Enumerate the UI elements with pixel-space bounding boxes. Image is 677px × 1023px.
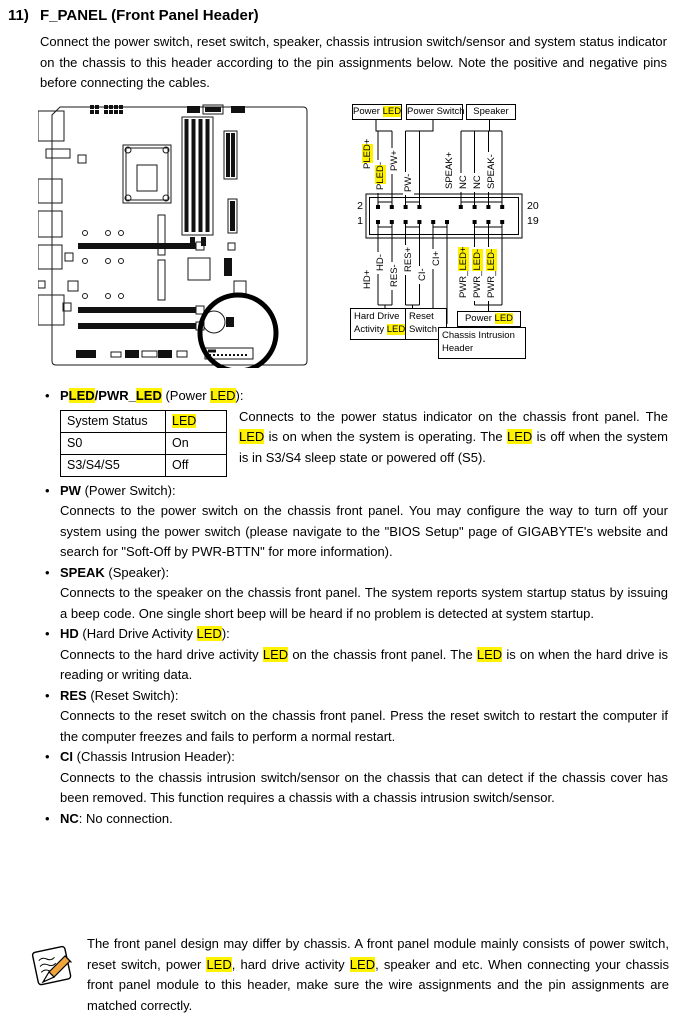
note-text: The front panel design may differ by chassis. A front panel module mainly consists of power switch, reset switch, power LED, hard drive activity LED, speaker and etc. When connecting your chassis front panel module to this header, make sure the wire assignments and the pin assignments are matched correctly. — [87, 936, 669, 1013]
table-header-led: LED — [166, 410, 227, 432]
table-row — [61, 410, 227, 432]
bullet-item-res — [40, 686, 668, 748]
figure-area — [0, 100, 677, 382]
bullet-item-speak — [40, 563, 668, 625]
bullet-heading-ci: CI (Chassis Intrusion Header): — [60, 749, 235, 764]
chassis-intrusion-header-label-box: Chassis Intrusion Header — [438, 327, 526, 359]
bullet-body-hd: Connects to the hard drive activity LED on the chassis front panel. The LED is on when the hard drive is reading or writing data. — [60, 646, 669, 682]
power-switch-label-box: Power Switch — [406, 104, 463, 120]
bullet-item-nc — [40, 809, 668, 830]
pin-number-2: 2 — [357, 200, 363, 212]
table-row — [61, 454, 227, 476]
fpanel-highlight-circle — [200, 295, 276, 368]
section-heading — [8, 7, 259, 24]
bullet-marker: • — [45, 749, 50, 764]
bullet-body-speak: Connects to the speaker on the chassis front panel. The system reports system startup status by issuing a beep code. One single short beep will be heard if no problem is detected at system startup. — [60, 585, 668, 621]
reset-switch-label-box: Reset Switch — [405, 308, 447, 340]
hard-drive-activity-led-label-box: Hard Drive Activity LED — [350, 308, 412, 340]
section-number: 11) — [8, 7, 29, 24]
intro-paragraph: Connect the power switch, reset switch, speaker, chassis intrusion switch/sensor and system status indicator on the chassis to this header according to the pin assignments below. Note the positive and negative pins before connecting the cables. — [40, 34, 667, 90]
bullet-body-ci: Connects to the chassis intrusion switch/sensor on the chassis that can detect if the chassis cover has been removed. This function requires a chassis with a chassis intrusion switch/sensor. — [60, 769, 668, 805]
pin-number-20: 20 — [527, 200, 539, 212]
bullet-marker: • — [45, 687, 50, 703]
bullet-list — [40, 386, 668, 829]
table-cell-s0: S0 — [61, 432, 166, 454]
bullet-heading-speak: SPEAK (Speaker): — [60, 564, 170, 580]
table-cell-on: On — [166, 432, 227, 454]
table-row — [61, 432, 227, 454]
bullet-marker: • — [45, 810, 50, 826]
power-led-bottom-label-box: Power LED — [457, 311, 521, 327]
table-cell-off: Off — [166, 454, 227, 476]
page-title: F_PANEL (Front Panel Header) — [40, 7, 259, 24]
bullet-body-pw: Connects to the power switch on the chassis front panel. You may configure the way to turn off your system using the power switch (please navigate to the "BIOS Setup" page of GIGABYTE's website and search for "Soft-Off by PWR-BTTN" for more information). — [60, 503, 668, 559]
table-cell-s3s4s5: S3/S4/S5 — [61, 454, 166, 476]
bullet-heading-pled: PLED/PWR_LED (Power LED): — [60, 388, 244, 403]
bullet-item-hd — [40, 624, 668, 686]
bullet-marker: • — [45, 564, 50, 580]
pin-number-1: 1 — [357, 215, 363, 227]
bullet-body-res: Connects to the reset switch on the chassis front panel. Press the reset switch to restart the computer if the computer freezes and fails to perform a normal restart. — [60, 708, 668, 744]
bullet-heading-pw: PW (Power Switch): — [60, 482, 176, 498]
table-header-system-status: System Status — [61, 410, 166, 432]
bullet-item-pw — [40, 481, 668, 563]
motherboard-diagram — [38, 103, 313, 368]
bullet-heading-res: RES (Reset Switch): — [60, 687, 179, 703]
bullet-heading-hd: HD (Hard Drive Activity LED): — [60, 626, 230, 641]
pin-number-19: 19 — [527, 215, 539, 227]
pin-header-diagram: Power LED Power Switch Speaker 2 1 20 19 PLED+ PLED- PW+ PW- SPEAK+ NC NC SPEAK- HD+ HD- RES- RES+ CI- CI+ PWR_LED+ PWR_LED- PWR_LED- Hard Drive Activity LED Reset Switch Power LED Chassis Intrusion Header — [345, 100, 667, 362]
speaker-label-box: Speaker — [466, 104, 516, 120]
power-led-top-label-box: Power LED — [352, 104, 402, 120]
bullet-heading-nc: NC: No connection. — [60, 810, 173, 826]
bullet-item-pled — [40, 386, 668, 481]
bullet-marker: • — [45, 482, 50, 498]
bullet-marker: • — [45, 388, 50, 403]
bullet-marker: • — [45, 626, 50, 641]
system-status-table — [60, 410, 227, 477]
bullet-body-pled: System Status LED S0 On S3/S4/S5 Off Connects to the power status indicator on the chassis front panel. The LED is on when the system is operating. The LED is off when the system is in S3/S4 sleep state or powered off (S5). — [60, 407, 668, 481]
bullet-item-ci — [40, 747, 668, 809]
note-section — [30, 934, 669, 1016]
note-pencil-icon — [30, 939, 82, 989]
